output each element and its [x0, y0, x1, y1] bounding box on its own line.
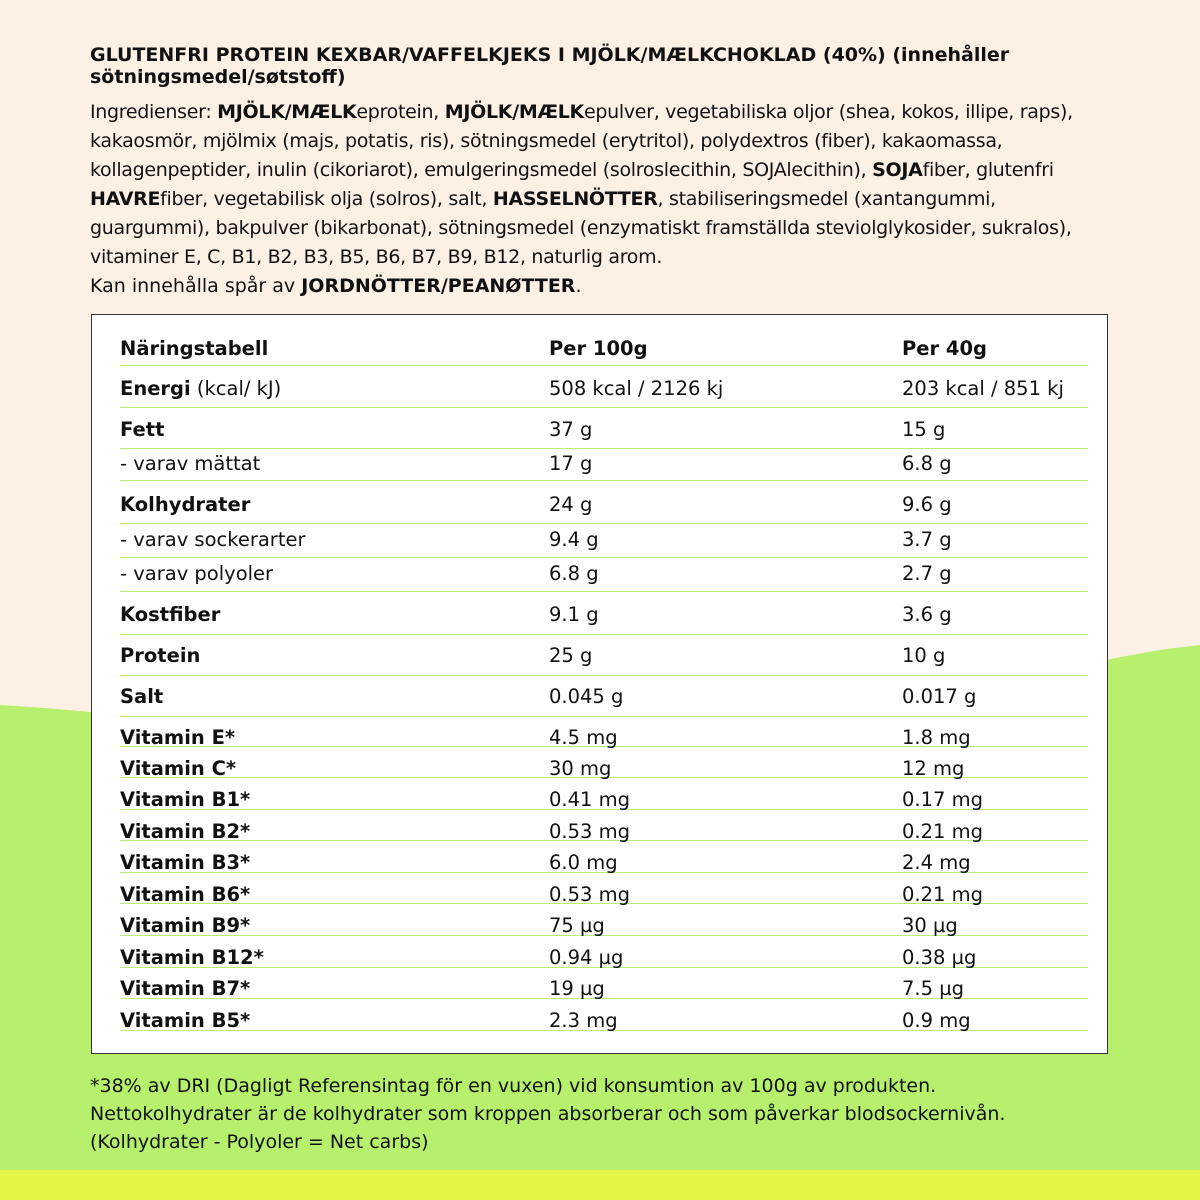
nutrition-row [120, 914, 1088, 936]
footnote [90, 1072, 1150, 1156]
nutrition-row [120, 493, 1088, 524]
nutrition-row [120, 946, 1088, 968]
nutrient-label: Vitamin B12* [120, 946, 264, 969]
nutrient-label: Vitamin B5* [120, 1009, 251, 1032]
nutrient-name [120, 820, 250, 843]
nutrition-row [120, 1009, 1088, 1031]
nutrient-label: Energi [120, 377, 191, 400]
nutrition-row [120, 452, 1088, 481]
nutrient-name [120, 977, 250, 1000]
nutrient-label: Protein [120, 644, 201, 667]
nutrient-label: Vitamin B1* [120, 788, 251, 811]
nutrient-name [120, 946, 264, 969]
nutrient-name [120, 528, 305, 551]
ingredient-text: eprotein, [356, 101, 445, 123]
nutrient-name [120, 788, 250, 811]
value-per-100g: 6.0 mg [549, 851, 618, 874]
nutrition-row [120, 377, 1088, 408]
value-per-100g: 75 µg [549, 914, 605, 937]
nutrient-name [120, 377, 281, 400]
nutrient-label: Vitamin B2* [120, 820, 251, 843]
footnote-formula: (Kolhydrater - Polyoler = Net carbs) [90, 1131, 429, 1153]
allergy-prefix: Kan innehålla spår av [90, 275, 302, 297]
value-per-40g: 6.8 g [902, 452, 952, 475]
allergen-text: SOJA [872, 159, 923, 181]
value-per-100g: 4.5 mg [549, 726, 618, 749]
nutrient-label: Salt [120, 685, 164, 708]
value-per-100g: 24 g [549, 493, 593, 516]
nutrient-name [120, 562, 273, 585]
header-per-40g: Per 40g [902, 337, 988, 360]
ingredient-text: fiber, vegetabilisk olja (solros), salt, [160, 188, 493, 210]
nutrient-label: Kostfiber [120, 603, 221, 626]
value-per-100g: 0.045 g [549, 685, 624, 708]
ingredient-text: fiber, glutenfri [922, 159, 1054, 181]
nutrient-name [120, 493, 250, 516]
nutrition-row [120, 603, 1088, 635]
value-per-100g: 0.53 mg [549, 820, 630, 843]
value-per-100g: 9.4 g [549, 528, 599, 551]
value-per-100g: 508 kcal / 2126 kj [549, 377, 724, 400]
allergen-text: HAVRE [90, 188, 161, 210]
header-nutrient: Näringstabell [120, 337, 269, 360]
allergen-text: MJÖLK/MÆLK [444, 101, 584, 123]
value-per-40g: 3.6 g [902, 603, 952, 626]
nutrient-label: Vitamin B9* [120, 914, 251, 937]
nutrition-row [120, 883, 1088, 904]
nutrition-row [120, 562, 1088, 592]
nutrient-name [120, 603, 220, 626]
nutrition-row [120, 820, 1088, 841]
nutrition-row [120, 726, 1088, 747]
ingredients-list [90, 101, 1073, 268]
bottom-strip [0, 1170, 1200, 1200]
nutrition-row [120, 685, 1088, 717]
nutrient-name [120, 757, 236, 780]
nutrient-label: Vitamin B7* [120, 977, 251, 1000]
value-per-100g: 19 µg [549, 977, 605, 1000]
value-per-100g: 30 mg [549, 757, 612, 780]
nutrient-label: Vitamin C* [120, 757, 237, 780]
nutrient-label: - varav polyoler [120, 562, 274, 585]
allergy-suffix: . [575, 275, 582, 297]
nutrient-name [120, 452, 260, 475]
value-per-40g: 0.38 µg [902, 946, 977, 969]
value-per-40g: 0.9 mg [902, 1009, 971, 1032]
value-per-100g: 37 g [549, 418, 593, 441]
nutrition-row [120, 528, 1088, 558]
allergy-warning [90, 272, 1120, 300]
ingredient-text: epulver, vegetabiliska oljor (shea, kokos, illipe, raps), kakaosmör, mjölmix (majs, potatis, ris), sötningsmedel (erytritol), polydextros (fiber), kakaomassa, kollagenpeptider, inulin (cikoriarot), emulgeringsmedel (solroslecithin, SOJAlecithin), [90, 101, 1073, 181]
value-per-40g: 9.6 g [902, 493, 952, 516]
nutrient-name [120, 1009, 250, 1032]
value-per-40g: 203 kcal / 851 kj [902, 377, 1064, 400]
nutrient-unit-note: (kcal/ kJ) [190, 377, 282, 400]
value-per-100g: 17 g [549, 452, 593, 475]
nutrient-name [120, 418, 164, 441]
nutrient-label: Kolhydrater [120, 493, 251, 516]
value-per-100g: 6.8 g [549, 562, 599, 585]
nutrition-row [120, 418, 1088, 449]
nutrient-label: Vitamin B6* [120, 883, 251, 906]
ingredients-text [90, 98, 1120, 272]
nutrition-row [120, 851, 1088, 873]
ingredients-label: Ingredienser: [90, 101, 218, 123]
value-per-40g: 1.8 mg [902, 726, 971, 749]
allergen-text: HASSELNÖTTER [492, 188, 658, 210]
nutrition-table [91, 314, 1108, 1054]
nutrient-label: Fett [120, 418, 165, 441]
value-per-100g: 2.3 mg [549, 1009, 618, 1032]
value-per-40g: 0.21 mg [902, 820, 983, 843]
value-per-100g: 0.94 µg [549, 946, 624, 969]
nutrient-name [120, 883, 250, 906]
nutrient-name [120, 685, 163, 708]
value-per-40g: 7.5 µg [902, 977, 964, 1000]
value-per-40g: 0.17 mg [902, 788, 983, 811]
value-per-40g: 10 g [902, 644, 946, 667]
nutrient-name [120, 851, 250, 874]
ingredient-text: , stabiliseringsmedel (xantangummi, guargummi), bakpulver (bikarbonat), sötningsmedel (enzymatiskt framställda steviolglykosider, sukralos), vitaminer E, C, B1, B2, B3, B5, B6, B7, B9, B12, naturlig arom. [90, 188, 1072, 268]
nutrition-row [120, 788, 1088, 810]
value-per-40g: 0.017 g [902, 685, 977, 708]
footnote-dri: *38% av DRI (Dagligt Referensintag för en vuxen) vid konsumtion av 100g av produkten. [90, 1075, 937, 1097]
nutrient-name [120, 914, 250, 937]
nutrient-label: - varav mättat [120, 452, 261, 475]
value-per-40g: 30 µg [902, 914, 958, 937]
nutrition-table-header [120, 337, 1088, 366]
value-per-100g: 0.53 mg [549, 883, 630, 906]
product-title: GLUTENFRI PROTEIN KEXBAR/VAFFELKJEKS I MJÖLK/MÆLKCHOKLAD (40%) (innehåller sötningsmedel/søtstoff) [90, 44, 1010, 88]
nutrient-name [120, 644, 200, 667]
value-per-100g: 25 g [549, 644, 593, 667]
allergy-highlight: JORDNÖTTER/PEANØTTER [301, 275, 576, 297]
nutrient-label: - varav sockerarter [120, 528, 306, 551]
value-per-100g: 9.1 g [549, 603, 599, 626]
nutrition-row [120, 644, 1088, 676]
footnote-net-carbs: Nettokolhydrater är de kolhydrater som kroppen absorberar och som påverkar blodsockernivån. [90, 1103, 1006, 1125]
nutrition-row [120, 977, 1088, 999]
value-per-40g: 0.21 mg [902, 883, 983, 906]
value-per-100g: 0.41 mg [549, 788, 630, 811]
nutrient-label: Vitamin B3* [120, 851, 251, 874]
value-per-40g: 2.7 g [902, 562, 952, 585]
value-per-40g: 2.4 mg [902, 851, 971, 874]
allergen-text: MJÖLK/MÆLK [217, 101, 357, 123]
nutrition-row [120, 757, 1088, 778]
header-per-100g: Per 100g [549, 337, 648, 360]
value-per-40g: 15 g [902, 418, 946, 441]
value-per-40g: 3.7 g [902, 528, 952, 551]
nutrient-name [120, 726, 235, 749]
nutrient-label: Vitamin E* [120, 726, 236, 749]
value-per-40g: 12 mg [902, 757, 965, 780]
